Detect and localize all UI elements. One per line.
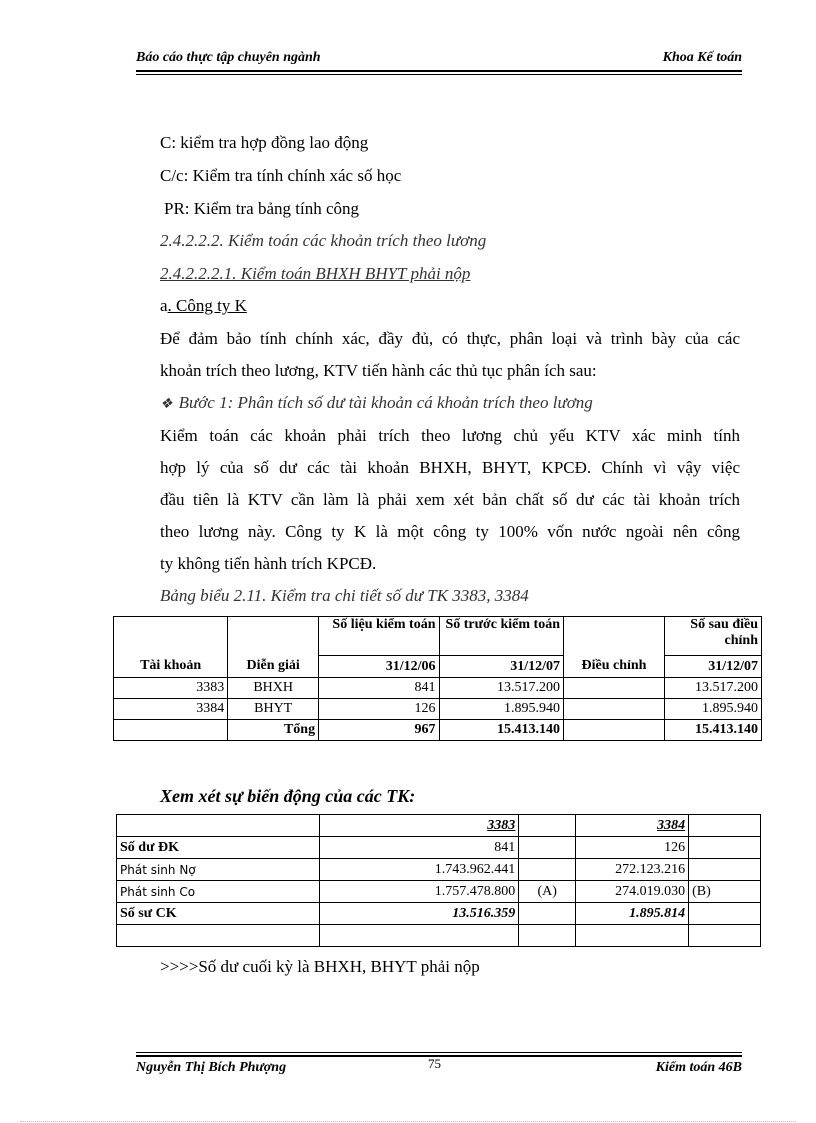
header-rule-thin bbox=[136, 74, 742, 75]
cell-note bbox=[689, 903, 761, 925]
cell-value: 274.019.030 bbox=[576, 881, 689, 903]
table-header-row bbox=[114, 617, 762, 656]
page-bottom-border bbox=[20, 1121, 796, 1122]
subhead-title: . Công ty K bbox=[167, 296, 247, 315]
table-row bbox=[117, 903, 761, 925]
cell-description: BHXH bbox=[228, 678, 319, 699]
cell-total-label: Tổng bbox=[228, 720, 319, 741]
cell-value: 841 bbox=[319, 837, 519, 859]
table-row bbox=[114, 678, 762, 699]
paragraph-1-line-1: Để đảm bảo tính chính xác, đầy đủ, có thực, phân loại và trình bày của các bbox=[160, 329, 740, 348]
cell-value: 13.517.200 bbox=[439, 678, 563, 699]
cell-total bbox=[563, 720, 664, 741]
table-row bbox=[117, 837, 761, 859]
cell-value bbox=[319, 925, 519, 947]
cell-note bbox=[519, 925, 576, 947]
cell-total: 15.413.140 bbox=[665, 720, 762, 741]
table-row bbox=[117, 859, 761, 881]
step-1-item bbox=[160, 393, 593, 415]
header-cell bbox=[228, 617, 319, 656]
cell-total: 967 bbox=[319, 720, 439, 741]
row-label: Phát sinh Nợ bbox=[117, 859, 320, 881]
step-1-text: Bước 1: Phân tích số dư tài khoản cá khoản trích theo lương bbox=[178, 393, 593, 412]
row-label: Số dư ĐK bbox=[117, 837, 320, 859]
cell-note bbox=[519, 837, 576, 859]
cell-value: 1.895.940 bbox=[439, 699, 563, 720]
cell-description: BHYT bbox=[228, 699, 319, 720]
paragraph-2-line-4: theo lương này. Công ty K là một công ty 100% vốn nước ngoài nên công bbox=[160, 522, 740, 541]
cell-account: 3383 bbox=[114, 678, 228, 699]
cell-value: 1.743.962.441 bbox=[319, 859, 519, 881]
cell-note bbox=[689, 925, 761, 947]
header-cell bbox=[117, 815, 320, 837]
paragraph-1-line-2: khoản trích theo lương, KTV tiến hành các thủ tục phân ích sau: bbox=[160, 361, 597, 380]
header-cell bbox=[114, 617, 228, 656]
cell-note bbox=[689, 837, 761, 859]
footer-class: Kiểm toán 46B bbox=[655, 1060, 742, 1075]
header-cell-audited: Số liệu kiểm toán bbox=[319, 617, 439, 656]
paragraph-2-line-1: Kiểm toán các khoản phải trích theo lương chủ yếu KTV xác minh tính bbox=[160, 426, 740, 445]
cell-note-a: (A) bbox=[519, 881, 576, 903]
movement-table bbox=[116, 814, 761, 947]
header-cell bbox=[519, 815, 576, 837]
table-header-row bbox=[117, 815, 761, 837]
text-line-3: PR: Kiểm tra bảng tính công bbox=[164, 199, 360, 218]
row-label: Số sư CK bbox=[117, 903, 320, 925]
cell-value: 126 bbox=[576, 837, 689, 859]
header-cell-account: Tài khoản bbox=[114, 656, 228, 678]
table-row bbox=[114, 699, 762, 720]
row-label: Phát sinh Co bbox=[117, 881, 320, 903]
header-cell-3384: 3384 bbox=[576, 815, 689, 837]
cell-value: 1.895.814 bbox=[576, 903, 689, 925]
cell-value bbox=[563, 699, 664, 720]
section-heading: 2.4.2.2.2. Kiểm toán các khoản trích theo lương bbox=[160, 231, 487, 250]
cell-note bbox=[689, 859, 761, 881]
cell-total bbox=[114, 720, 228, 741]
cell-value: 13.516.359 bbox=[319, 903, 519, 925]
page-footer bbox=[136, 1058, 742, 1078]
cell-note bbox=[519, 859, 576, 881]
cell-value: 1.895.940 bbox=[665, 699, 762, 720]
table-row bbox=[117, 881, 761, 903]
header-rule bbox=[136, 70, 742, 72]
footer-rule-thin bbox=[136, 1052, 742, 1053]
subsection-heading: 2.4.2.2.2.1. Kiểm toán BHXH BHYT phải nộp bbox=[160, 264, 471, 283]
diamond-bullet-icon: ❖ bbox=[160, 397, 173, 412]
footer-author: Nguyễn Thị Bích Phượng bbox=[136, 1060, 287, 1075]
header-cell bbox=[689, 815, 761, 837]
header-cell-description: Diễn giải bbox=[228, 656, 319, 678]
cell-value: 13.517.200 bbox=[665, 678, 762, 699]
cell-value: 841 bbox=[319, 678, 439, 699]
header-cell-adjustment: Điều chỉnh bbox=[563, 656, 664, 678]
subhead-prefix: a bbox=[160, 296, 168, 315]
header-cell-pre-audit: Số trước kiểm toán bbox=[439, 617, 563, 656]
table-total-row bbox=[114, 720, 762, 741]
header-cell-date: 31/12/07 bbox=[439, 656, 563, 678]
table-header-row-2 bbox=[114, 656, 762, 678]
movement-section-title: Xem xét sự biến động của các TK: bbox=[160, 786, 416, 806]
text-line-1: C: kiểm tra hợp đồng lao động bbox=[160, 133, 369, 152]
cell-value: 1.757.478.800 bbox=[319, 881, 519, 903]
paragraph-2-line-3: đầu tiên là KTV cần làm là phải xem xét bản chất số dư các tài khoản trích bbox=[160, 490, 740, 509]
balance-check-table bbox=[113, 616, 762, 741]
cell-total: 15.413.140 bbox=[439, 720, 563, 741]
table-caption: Bảng biểu 2.11. Kiểm tra chi tiết số dư TK 3383, 3384 bbox=[160, 586, 529, 605]
text-line-2: C/c: Kiểm tra tính chính xác số học bbox=[160, 166, 402, 185]
header-cell-post-adjust: Số sau điều chỉnh bbox=[665, 617, 762, 656]
page-header bbox=[136, 50, 742, 70]
conclusion-text: >>>>Số dư cuối kỳ là BHXH, BHYT phải nộp bbox=[160, 957, 480, 976]
header-right-title: Khoa Kế toán bbox=[662, 50, 742, 65]
paragraph-2-line-2: hợp lý của số dư các tài khoản BHXH, BHYT, KPCĐ. Chính vì vậy việc bbox=[160, 458, 740, 477]
cell-value bbox=[576, 925, 689, 947]
header-left-title: Báo cáo thực tập chuyên ngành bbox=[136, 50, 321, 65]
header-cell-3383: 3383 bbox=[319, 815, 519, 837]
cell-value: 272.123.216 bbox=[576, 859, 689, 881]
page-number: 75 bbox=[428, 1056, 441, 1071]
header-cell-date: 31/12/06 bbox=[319, 656, 439, 678]
header-cell bbox=[563, 617, 664, 656]
paragraph-2-line-5: ty không tiến hành trích KPCĐ. bbox=[160, 554, 377, 573]
cell-account: 3384 bbox=[114, 699, 228, 720]
cell-note bbox=[519, 903, 576, 925]
cell-value bbox=[563, 678, 664, 699]
cell-note-b: (B) bbox=[689, 881, 761, 903]
header-cell-date: 31/12/07 bbox=[665, 656, 762, 678]
cell-value: 126 bbox=[319, 699, 439, 720]
table-row-empty bbox=[117, 925, 761, 947]
company-subhead bbox=[160, 296, 247, 316]
row-label bbox=[117, 925, 320, 947]
